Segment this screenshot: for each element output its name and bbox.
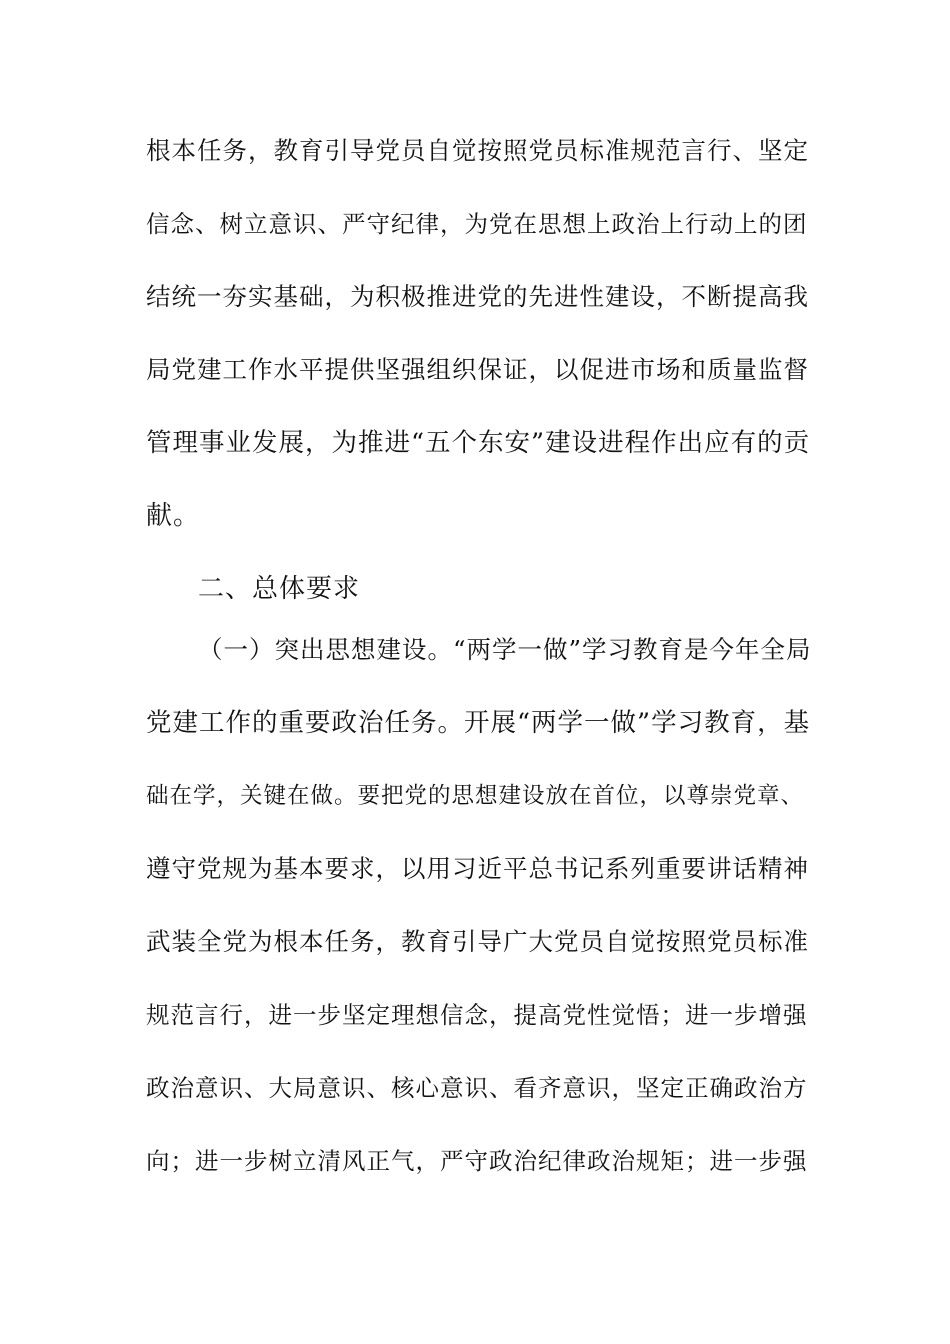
text-line: 础在学，关键在做。要把党的思想建设放在首位，以尊崇党章、 <box>146 783 805 809</box>
text-line: 结统一夯实基础，为积极推进党的先进性建设，不断提高我 <box>146 282 809 311</box>
text-line: 局党建工作水平提供坚强组织保证，以促进市场和质量监督 <box>146 355 809 384</box>
text-line: 遵守党规为基本要求，以用习近平总书记系列重要讲话精神 <box>146 854 809 883</box>
paragraph-start-line: （一）突出思想建设。“两学一做”学习教育是今年全局 <box>198 635 812 664</box>
section-heading: 二、总体要求 <box>198 574 361 604</box>
text-line: 根本任务，教育引导党员自觉按照党员标准规范言行、坚定 <box>146 136 809 165</box>
text-line: 规范言行，进一步坚定理想信念，提高党性觉悟；进一步增强 <box>146 1001 808 1029</box>
text-line: 献。 <box>146 501 201 531</box>
text-line: 信念、树立意识、严守纪律，为党在思想上政治上行动上的团 <box>146 210 808 238</box>
text-line: 管理事业发展，为推进“五个东安”建设进程作出应有的贡 <box>146 428 811 458</box>
text-line: 党建工作的重要政治任务。开展“两学一做”学习教育，基 <box>146 708 811 738</box>
text-line: 武装全党为根本任务，教育引导广大党员自觉按照党员标准 <box>146 927 809 956</box>
text-line: 政治意识、大局意识、核心意识、看齐意识，坚定正确政治方 <box>146 1074 808 1102</box>
text-line: 向；进一步树立清风正气，严守政治纪律政治规矩；进一步强 <box>146 1147 808 1175</box>
